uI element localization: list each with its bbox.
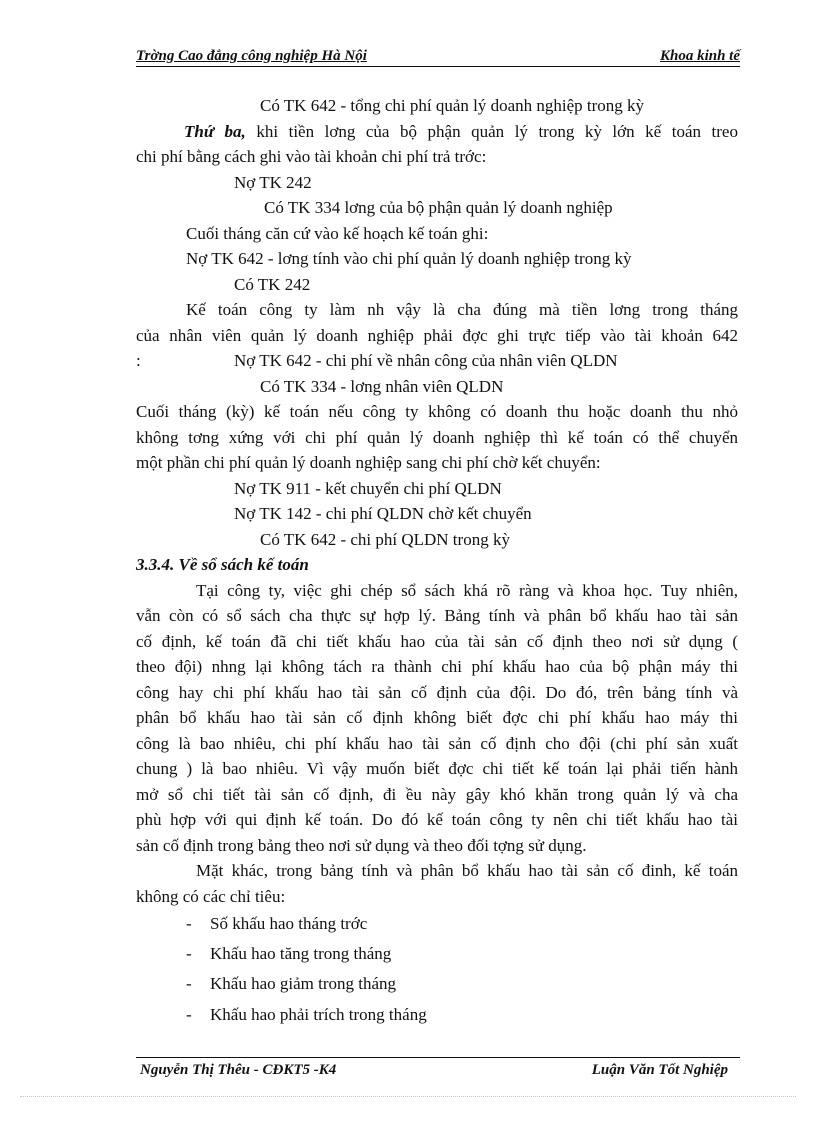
body-line: Nợ TK 911 - kết chuyển chi phí QLDN bbox=[234, 479, 502, 498]
body-line: Kế toán công ty làm nh vậy là cha đúng mà tiền lơng trong tháng bbox=[186, 300, 738, 319]
body-line: : bbox=[136, 351, 141, 370]
header-school: Trờng Cao đẳng công nghiệp Hà Nội bbox=[136, 48, 367, 64]
body-line: Nợ TK 642 - lơng tính vào chi phí quản lý doanh nghiệp trong kỳ bbox=[186, 249, 632, 268]
page-footer bbox=[136, 1062, 740, 1082]
body-line: Có TK 242 bbox=[234, 275, 311, 294]
body-line: mở sổ chi tiết tài sản cố định, đi ều này gây khó khăn trong quản lý và cha bbox=[136, 785, 738, 804]
body-line: chi phí bằng cách ghi vào tài khoản chi phí trả trớc: bbox=[136, 147, 487, 166]
bullet-marker: - bbox=[186, 1005, 192, 1024]
body-line: không tơng xứng với chi phí quản lý doanh nghiệp thì kế toán có thể chuyển bbox=[136, 428, 738, 447]
body-line: Mặt khác, trong bảng tính và phân bổ khấu hao tài sản cố đinh, kế toán bbox=[196, 861, 738, 880]
body-line: theo đội) nhng lại không tách ra thành chi phí khấu hao của bộ phận máy thi bbox=[136, 657, 738, 676]
section-heading: 3.3.4. Về sổ sách kế toán bbox=[136, 555, 309, 574]
body-line: một phần chi phí quản lý doanh nghiệp sang chi phí chờ kết chuyển: bbox=[136, 453, 601, 472]
body-line: sản cố định trong bảng theo nơi sử dụng và theo đối tợng sử dụng. bbox=[136, 836, 587, 855]
bullet-marker: - bbox=[186, 944, 192, 963]
body-line: chung ) là bao nhiêu. Vì vậy muốn biết đợc chi tiết kế toán lại phải tiến hành bbox=[136, 759, 738, 778]
body-line: phù hợp với qui định kế toán. Do đó kế toán công ty nên chi tiết khấu hao tài bbox=[136, 810, 738, 829]
bullet-marker: - bbox=[186, 914, 192, 933]
body-line bbox=[136, 121, 738, 143]
body-line: Có TK 334 - lơng nhân viên QLDN bbox=[260, 377, 504, 396]
body-line: không có các chỉ tiêu: bbox=[136, 887, 286, 906]
bullet-marker: - bbox=[186, 974, 192, 993]
list-item: Khấu hao phải trích trong tháng bbox=[210, 1005, 427, 1024]
body-line: Tại công ty, việc ghi chép sổ sách khá rõ ràng và khoa học. Tuy nhiên, bbox=[196, 581, 738, 600]
emphasis-text: Thứ ba, bbox=[184, 122, 246, 141]
footer-title: Luận Văn Tốt Nghiệp bbox=[591, 1062, 728, 1078]
body-line: Có TK 334 lơng của bộ phận quản lý doanh nghiệp bbox=[264, 198, 613, 217]
footer-author: Nguyễn Thị Thêu - CĐKT5 -K4 bbox=[140, 1062, 337, 1078]
footer-rule bbox=[136, 1057, 740, 1058]
body-line: Cuối tháng (kỳ) kế toán nếu công ty không có doanh thu hoặc doanh thu nhỏ bbox=[136, 402, 738, 421]
body-line: công hay chi phí khấu hao tài sản cố định của đội. Do đó, trên bảng tính và bbox=[136, 683, 738, 702]
body-line: phân bổ khấu hao tài sản cố định không biết đợc chi phí khấu hao máy thi bbox=[136, 708, 738, 727]
body-line: Nợ TK 642 - chi phí về nhân công của nhân viên QLDN bbox=[234, 351, 618, 370]
header-faculty: Khoa kinh tế bbox=[659, 48, 740, 64]
header-rule bbox=[136, 66, 740, 67]
body-line: Nợ TK 242 bbox=[234, 173, 312, 192]
body-line: công là bao nhiêu, chi phí khấu hao tài sản cố định cho đội (chi phí sản xuất bbox=[136, 734, 738, 753]
body-line: Cuối tháng căn cứ vào kế hoạch kế toán ghi: bbox=[186, 224, 489, 243]
body-line: Có TK 642 - tổng chi phí quản lý doanh nghiệp trong kỳ bbox=[260, 96, 645, 115]
list-item: Khấu hao tăng trong tháng bbox=[210, 944, 392, 963]
body-line: của nhân viên quản lý doanh nghiệp phải đợc ghi trực tiếp vào tài khoản 642 bbox=[136, 326, 738, 345]
page-header bbox=[136, 46, 740, 68]
body-line: cố định, kế toán đã chi tiết khấu hao của tài sản cố định theo nơi sử dụng ( bbox=[136, 632, 738, 651]
page-edge bbox=[20, 1096, 796, 1097]
list-item: Khấu hao giảm trong tháng bbox=[210, 974, 397, 993]
body-line: vẫn còn có sổ sách cha thực sự hợp lý. Bảng tính và phân bổ khấu hao tài sản bbox=[136, 606, 738, 625]
list-item: Số khấu hao tháng trớc bbox=[210, 914, 368, 933]
body-line: Nợ TK 142 - chi phí QLDN chờ kết chuyển bbox=[234, 504, 532, 523]
body-text: khi tiền lơng của bộ phận quản lý trong kỳ lớn kế toán treo bbox=[245, 122, 738, 141]
body-line: Có TK 642 - chi phí QLDN trong kỳ bbox=[260, 530, 510, 549]
